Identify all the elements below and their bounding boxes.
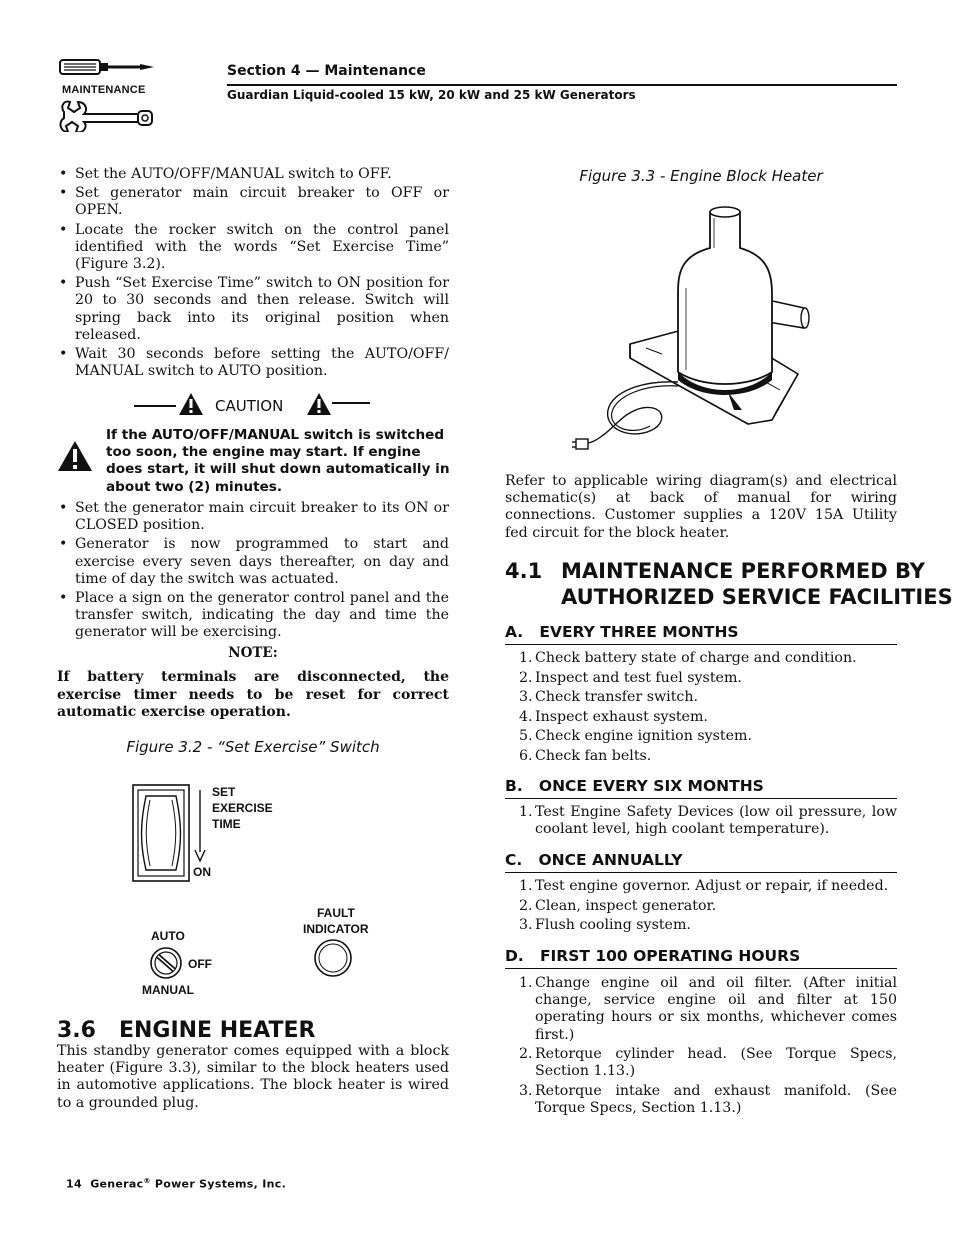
- list-item: 1. Test Engine Safety Devices (low oil pressure, low coolant level, high coolant temperature).: [519, 804, 897, 838]
- list-item: • Locate the rocker switch on the control panel identified with the words “Set Exercise Time” (Figure 3.2).: [57, 222, 449, 274]
- list-item: 2. Retorque cylinder head. (See Torque Specs, Section 1.13.): [519, 1046, 897, 1080]
- auto-off-manual-knob-icon: [149, 946, 183, 980]
- engine-heater-heading: 3.6 ENGINE HEATER: [57, 1018, 316, 1043]
- first-100-hours-heading: D. FIRST 100 OPERATING HOURS: [505, 947, 801, 965]
- list-item: 3. Check transfer switch.: [519, 689, 698, 706]
- list-item: 3. Flush cooling system.: [519, 917, 691, 934]
- every-three-months-heading: A. EVERY THREE MONTHS: [505, 623, 739, 641]
- page-number: 14: [66, 1177, 82, 1191]
- list-item: 2. Inspect and test fuel system.: [519, 669, 742, 686]
- list-item: 1. Check battery state of charge and condition.: [519, 650, 857, 666]
- bullet-list-1: [57, 166, 449, 380]
- caution-header: [134, 392, 374, 418]
- list-item: 6. Check fan belts.: [519, 747, 652, 764]
- engine-block-heater-figure: [572, 204, 832, 456]
- fault-label: FAULT: [317, 906, 355, 920]
- caution-label: CAUTION: [215, 397, 284, 415]
- list-item: 1. Change engine oil and oil filter. (After initial change, service engine oil and filter at 150 operating hours or six months, whichever comes first.): [519, 975, 897, 1043]
- list-item: • Wait 30 seconds before setting the AUTO/OFF/ MANUAL switch to AUTO position.: [57, 346, 449, 380]
- once-annually-list: [505, 878, 897, 937]
- once-every-six-months-list: [505, 804, 897, 841]
- fault-indicator-light-icon: [313, 938, 353, 978]
- company-name-rest: Power Systems, Inc.: [150, 1177, 287, 1191]
- wiring-reference-text: Refer to applicable wiring diagram(s) and electrical schematic(s) at back of manual for wiring connections. Customer supplies a 120V 15A Utility fed circuit for the block heater.: [505, 473, 897, 541]
- first-100-hours-list: [505, 975, 897, 1120]
- exercise-label: EXERCISE: [212, 801, 273, 815]
- list-item: 1. Test engine governor. Adjust or repair, if needed.: [519, 878, 889, 894]
- caution-text: If the AUTO/OFF/MANUAL switch is switched too soon, the engine may start. If engine does start, it will shut down automatically in about two (2) minutes.: [106, 427, 450, 495]
- figure-3-3-caption: Figure 3.3 - Engine Block Heater: [579, 167, 823, 185]
- list-item: 2. Clean, inspect generator.: [519, 897, 717, 914]
- list-item: • Set the generator main circuit breaker to its ON or CLOSED position.: [57, 500, 449, 534]
- list-item: • Set the AUTO/OFF/MANUAL switch to OFF.: [57, 166, 449, 183]
- off-label: OFF: [188, 957, 212, 971]
- figure-3-2-caption: Figure 3.2 - “Set Exercise” Switch: [126, 738, 380, 756]
- section-4-1-heading-line-2: AUTHORIZED SERVICE FACILITIES: [561, 585, 953, 609]
- warning-triangle-icon: [306, 392, 332, 416]
- note-text: If battery terminals are disconnected, the exercise timer needs to be reset for correct automatic exercise operation.: [57, 669, 449, 720]
- time-label: TIME: [212, 817, 241, 831]
- left-column: [57, 166, 449, 382]
- section-rule: [505, 644, 897, 645]
- header-rule: [227, 84, 897, 86]
- left-column-2: [57, 500, 449, 644]
- section-4-1-number: 4.1: [505, 559, 543, 583]
- rocker-switch-icon: [132, 784, 190, 882]
- set-label: SET: [212, 785, 236, 799]
- manual-label: MANUAL: [142, 983, 194, 997]
- warning-triangle-icon: [178, 392, 204, 416]
- section-rule: [505, 872, 897, 873]
- list-item: • Push “Set Exercise Time” switch to ON position for 20 to 30 seconds and then release. Switch will spring back into its original position when released.: [57, 275, 449, 344]
- section-4-1-heading-line-1: MAINTENANCE PERFORMED BY: [561, 559, 926, 583]
- indicator-label: INDICATOR: [303, 922, 369, 936]
- once-annually-heading: C. ONCE ANNUALLY: [505, 851, 683, 869]
- warning-triangle-icon: [57, 440, 93, 472]
- every-three-months-list: [505, 650, 897, 768]
- list-item: 4. Inspect exhaust system.: [519, 708, 708, 725]
- list-item: • Place a sign on the generator control panel and the transfer switch, indicating the day and time the generator will be exercising.: [57, 590, 449, 642]
- list-item: • Generator is now programmed to start and exercise every seven days thereafter, on day and time of day the switch was actuated.: [57, 536, 449, 588]
- section-rule: [505, 798, 897, 799]
- note-label: NOTE:: [228, 645, 278, 661]
- list-item: 3. Retorque intake and exhaust manifold. (See Torque Specs, Section 1.13.): [519, 1083, 897, 1117]
- once-every-six-months-heading: B. ONCE EVERY SIX MONTHS: [505, 777, 764, 795]
- registered-mark: ®: [143, 1177, 151, 1185]
- list-item: 5. Check engine ignition system.: [519, 728, 752, 745]
- engine-heater-text: This standby generator comes equipped with a block heater (Figure 3.3), similar to the block heaters used in automotive applications. The block heater is wired to a grounded plug.: [57, 1043, 449, 1111]
- set-exercise-figure: [120, 780, 390, 1000]
- bullet-list-2: [57, 500, 449, 642]
- on-label: ON: [193, 865, 211, 879]
- logo-label: MAINTENANCE: [62, 84, 146, 96]
- auto-label: AUTO: [151, 929, 185, 943]
- company-name: Generac: [90, 1177, 144, 1191]
- section-rule: [505, 968, 897, 969]
- header-subtitle: Guardian Liquid-cooled 15 kW, 20 kW and 25 kW Generators: [227, 88, 636, 102]
- page-footer: [66, 1177, 286, 1191]
- down-arrow-icon: [194, 790, 206, 862]
- list-item: • Set generator main circuit breaker to OFF or OPEN.: [57, 185, 449, 219]
- section-title: Section 4 — Maintenance: [227, 63, 426, 79]
